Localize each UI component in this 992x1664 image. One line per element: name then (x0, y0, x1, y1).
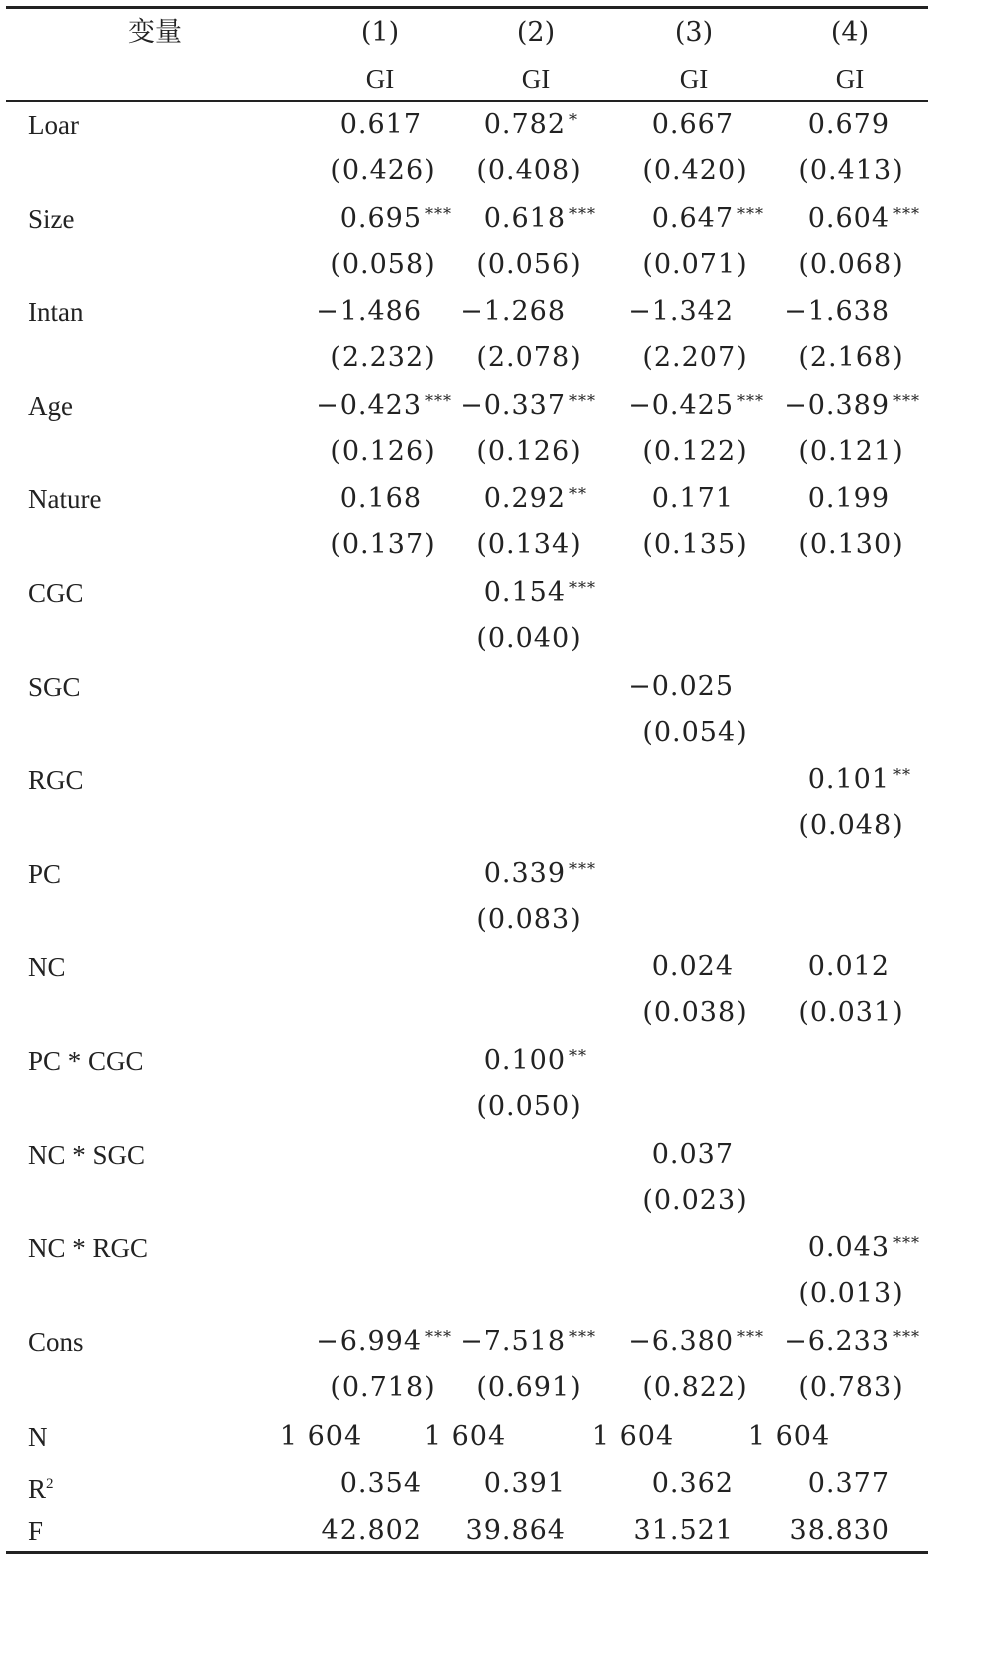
coef-value: 0.617 (339, 109, 422, 140)
se-cell (300, 710, 466, 756)
coef-value: 0.695 *** (340, 203, 422, 234)
se-row (0, 242, 992, 288)
row-label: Intan (28, 297, 84, 327)
se-row (0, 990, 992, 1036)
significance-stars: *** (737, 1327, 764, 1346)
coef-value: −1.268 (460, 296, 566, 327)
se-cell (446, 710, 612, 756)
coef-value: 0.012 (807, 951, 890, 982)
coef-cell (768, 1038, 890, 1084)
row-label: CGC (28, 578, 84, 608)
coef-value: −6.380 *** (628, 1326, 734, 1357)
coef-row (0, 944, 992, 990)
se-row (0, 522, 992, 568)
se-row (0, 897, 992, 943)
n-value: 1 604 (423, 1421, 507, 1452)
row-label: NC (28, 952, 66, 982)
se-cell: (0.122) (642, 436, 748, 467)
se-cell: (0.058) (330, 249, 436, 280)
coef-cell (444, 1225, 566, 1271)
se-cell: (0.050) (476, 1091, 582, 1122)
coef-cell (444, 383, 596, 429)
se-cell: (0.783) (798, 1372, 904, 1403)
header-variable-label: 变量 (128, 17, 182, 48)
coef-cell (612, 1225, 734, 1271)
significance-stars: *** (425, 1327, 452, 1346)
header-col-3-number: (3) (674, 17, 714, 48)
coef-cell (612, 570, 734, 616)
se-cell: (0.134) (476, 529, 582, 560)
header-col-2-number: (2) (516, 17, 556, 48)
coef-cell (444, 944, 566, 990)
se-cell: (0.126) (330, 436, 436, 467)
coef-cell (612, 383, 764, 429)
coef-value: 0.667 (651, 109, 734, 140)
coef-cell (768, 289, 890, 335)
se-row (0, 1271, 992, 1317)
coef-value: −1.486 (316, 296, 422, 327)
n-value: 1 604 (279, 1421, 363, 1452)
se-cell (612, 803, 778, 849)
se-cell (300, 803, 466, 849)
coef-row (0, 1038, 992, 1084)
f-value: 39.864 (465, 1515, 566, 1546)
row-label: N (28, 1422, 48, 1452)
r2-label: R (28, 1474, 47, 1504)
coef-value: 0.339 *** (484, 858, 566, 889)
significance-stars: ** (569, 484, 587, 503)
se-cell: (0.426) (330, 155, 436, 186)
se-row (0, 1365, 992, 1411)
coef-cell (612, 476, 734, 522)
significance-stars: *** (893, 204, 920, 223)
coef-cell (300, 1225, 422, 1271)
coef-cell (768, 570, 890, 616)
coef-cell (612, 757, 734, 803)
r2-value: 0.377 (807, 1468, 890, 1499)
coef-value: −0.337 *** (460, 390, 566, 421)
se-cell (768, 897, 934, 943)
se-cell (612, 1084, 778, 1130)
coef-cell (612, 944, 734, 990)
significance-stars: *** (425, 204, 452, 223)
table-bottom-rule (6, 1551, 928, 1554)
se-cell: (0.121) (798, 436, 904, 467)
coef-row (0, 1225, 992, 1271)
f-value: 38.830 (789, 1515, 890, 1546)
row-label: Size (28, 204, 75, 234)
coef-row (0, 1319, 992, 1365)
coef-row (0, 570, 992, 616)
se-cell (612, 1271, 778, 1317)
coef-cell (444, 1132, 566, 1178)
coef-cell (612, 196, 764, 242)
coef-value: 0.647 *** (652, 203, 734, 234)
se-cell (300, 990, 466, 1036)
coef-cell (444, 1319, 596, 1365)
row-label: RGC (28, 765, 84, 795)
coef-value: −1.342 (628, 296, 734, 327)
f-value: 42.802 (321, 1515, 422, 1546)
coef-cell (300, 1038, 422, 1084)
coef-value: 0.782 * (484, 109, 566, 140)
coef-cell (444, 102, 578, 148)
row-label: PC (28, 859, 62, 889)
se-cell: (0.691) (476, 1372, 582, 1403)
coef-cell (612, 664, 734, 710)
row-label: F (28, 1516, 44, 1546)
significance-stars: * (569, 110, 578, 129)
coef-row (0, 476, 992, 522)
coef-cell (300, 664, 422, 710)
row-label: Cons (28, 1327, 84, 1357)
se-cell: (0.822) (642, 1372, 748, 1403)
significance-stars: *** (569, 859, 596, 878)
coef-cell (300, 757, 422, 803)
coef-cell (768, 1225, 920, 1271)
table-top-rule (6, 6, 928, 9)
se-cell: (0.056) (476, 249, 582, 280)
header-col-4-name: GI (835, 64, 865, 94)
se-cell (768, 1178, 934, 1224)
coef-value: −6.233 *** (784, 1326, 890, 1357)
r2-value: 0.391 (483, 1468, 566, 1499)
se-cell: (0.083) (476, 904, 582, 935)
coef-value: 0.199 (807, 483, 890, 514)
r2-superscript: 2 (46, 1476, 54, 1492)
significance-stars: *** (425, 391, 452, 410)
se-cell: (0.137) (330, 529, 436, 560)
coef-row (0, 289, 992, 335)
coef-value: 0.024 (651, 951, 734, 982)
n-value: 1 604 (747, 1421, 831, 1452)
coef-cell (768, 102, 890, 148)
header-col-1-name: GI (365, 64, 395, 94)
r2-value: 0.354 (339, 1468, 422, 1499)
se-cell: (0.126) (476, 436, 582, 467)
row-label: PC * CGC (28, 1046, 144, 1076)
coef-cell (768, 196, 920, 242)
n-value: 1 604 (591, 1421, 675, 1452)
coef-cell (768, 664, 890, 710)
se-cell (300, 616, 466, 662)
se-cell: (2.207) (642, 342, 748, 373)
se-cell: (0.031) (798, 997, 904, 1028)
significance-stars: *** (737, 204, 764, 223)
coef-value: 0.679 (807, 109, 890, 140)
header-col-2-name: GI (521, 64, 551, 94)
se-row (0, 429, 992, 475)
stats-row-r2 (0, 1461, 992, 1507)
se-cell (300, 1178, 466, 1224)
coef-value: 0.043 *** (808, 1232, 890, 1263)
se-row (0, 1178, 992, 1224)
row-label: NC * RGC (28, 1233, 149, 1263)
coef-cell (300, 289, 422, 335)
coef-cell (300, 196, 452, 242)
se-cell: (0.040) (476, 623, 582, 654)
significance-stars: ** (893, 765, 911, 784)
significance-stars: *** (569, 1327, 596, 1346)
coef-cell (768, 476, 890, 522)
coef-cell (612, 102, 734, 148)
significance-stars: *** (737, 391, 764, 410)
se-cell (446, 990, 612, 1036)
coef-value: 0.604 *** (808, 203, 890, 234)
coef-cell (300, 1132, 422, 1178)
coef-cell (768, 851, 890, 897)
coef-row (0, 757, 992, 803)
coef-cell (768, 383, 920, 429)
significance-stars: *** (569, 578, 596, 597)
se-cell: (0.048) (798, 810, 904, 841)
header-col-3-name: GI (679, 64, 709, 94)
coef-cell (612, 851, 734, 897)
coef-value: −6.994 *** (316, 1326, 422, 1357)
se-cell: (0.023) (642, 1185, 748, 1216)
coef-value: −1.638 (784, 296, 890, 327)
coef-cell (612, 289, 734, 335)
se-cell: (0.408) (476, 155, 582, 186)
significance-stars: ** (569, 1046, 587, 1065)
f-value: 31.521 (633, 1515, 734, 1546)
row-label: Age (28, 391, 73, 421)
se-cell: (2.232) (330, 342, 436, 373)
significance-stars: *** (893, 391, 920, 410)
se-cell (768, 616, 934, 662)
se-cell (446, 1271, 612, 1317)
coef-cell (300, 1319, 452, 1365)
coef-cell (444, 289, 566, 335)
coef-value: 0.154 *** (484, 577, 566, 608)
r2-value: 0.362 (651, 1468, 734, 1499)
se-row (0, 710, 992, 756)
significance-stars: *** (569, 391, 596, 410)
coef-cell (444, 1038, 587, 1084)
coef-cell (444, 757, 566, 803)
coef-value: 0.618 *** (484, 203, 566, 234)
coef-row (0, 1132, 992, 1178)
se-cell (768, 710, 934, 756)
significance-stars: *** (893, 1327, 920, 1346)
coef-value: −0.389 *** (784, 390, 890, 421)
header-col-4-number: (4) (830, 17, 870, 48)
se-cell: (0.038) (642, 997, 748, 1028)
coef-row (0, 383, 992, 429)
se-cell: (2.078) (476, 342, 582, 373)
coef-value: 0.171 (651, 483, 734, 514)
coef-value: 0.292 ** (484, 483, 566, 514)
coef-cell (300, 102, 422, 148)
se-cell (300, 1271, 466, 1317)
se-cell (612, 616, 778, 662)
se-cell (612, 897, 778, 943)
coef-cell (444, 196, 596, 242)
se-cell: (2.168) (798, 342, 904, 373)
significance-stars: *** (893, 1233, 920, 1252)
row-label: NC * SGC (28, 1140, 146, 1170)
se-cell: (0.071) (642, 249, 748, 280)
se-cell: (0.413) (798, 155, 904, 186)
stats-row-n (0, 1414, 992, 1460)
coef-cell (768, 757, 911, 803)
se-row (0, 803, 992, 849)
row-label: Loar (28, 110, 79, 140)
coef-row (0, 851, 992, 897)
coef-value: 0.037 (651, 1139, 734, 1170)
coef-value: −7.518 *** (460, 1326, 566, 1357)
coef-cell (444, 570, 596, 616)
coef-cell (444, 664, 566, 710)
coef-cell (444, 476, 587, 522)
se-cell (446, 803, 612, 849)
coef-cell (300, 570, 422, 616)
coef-row (0, 664, 992, 710)
se-cell: (0.135) (642, 529, 748, 560)
coef-cell (612, 1038, 734, 1084)
row-label (28, 1461, 54, 1507)
se-cell (300, 897, 466, 943)
se-cell: (0.718) (330, 1372, 436, 1403)
coef-value: 0.100 ** (484, 1045, 566, 1076)
se-cell: (0.068) (798, 249, 904, 280)
coef-cell (300, 476, 422, 522)
se-row (0, 335, 992, 381)
coef-value: −0.425 *** (628, 390, 734, 421)
coef-cell (768, 944, 890, 990)
coef-value: 0.101 ** (808, 764, 890, 795)
se-row (0, 1084, 992, 1130)
se-cell: (0.420) (642, 155, 748, 186)
significance-stars: *** (569, 204, 596, 223)
se-cell: (0.013) (798, 1278, 904, 1309)
coef-cell (444, 851, 596, 897)
coef-cell (612, 1132, 734, 1178)
coef-cell (768, 1319, 920, 1365)
coef-row (0, 102, 992, 148)
se-cell (300, 1084, 466, 1130)
stats-row-f (0, 1508, 992, 1554)
coef-value: 0.168 (339, 483, 422, 514)
se-cell (446, 1178, 612, 1224)
se-cell: (0.130) (798, 529, 904, 560)
coef-cell (612, 1319, 764, 1365)
coef-cell (300, 944, 422, 990)
header-col-1-number: (1) (360, 17, 400, 48)
coef-cell (300, 851, 422, 897)
coef-value: −0.423 *** (316, 390, 422, 421)
se-cell: (0.054) (642, 717, 748, 748)
se-cell (768, 1084, 934, 1130)
coef-cell (300, 383, 452, 429)
coef-value: −0.025 (628, 671, 734, 702)
se-row (0, 148, 992, 194)
row-label: SGC (28, 672, 81, 702)
coef-row (0, 196, 992, 242)
coef-cell (768, 1132, 890, 1178)
row-label: Nature (28, 484, 102, 514)
se-row (0, 616, 992, 662)
